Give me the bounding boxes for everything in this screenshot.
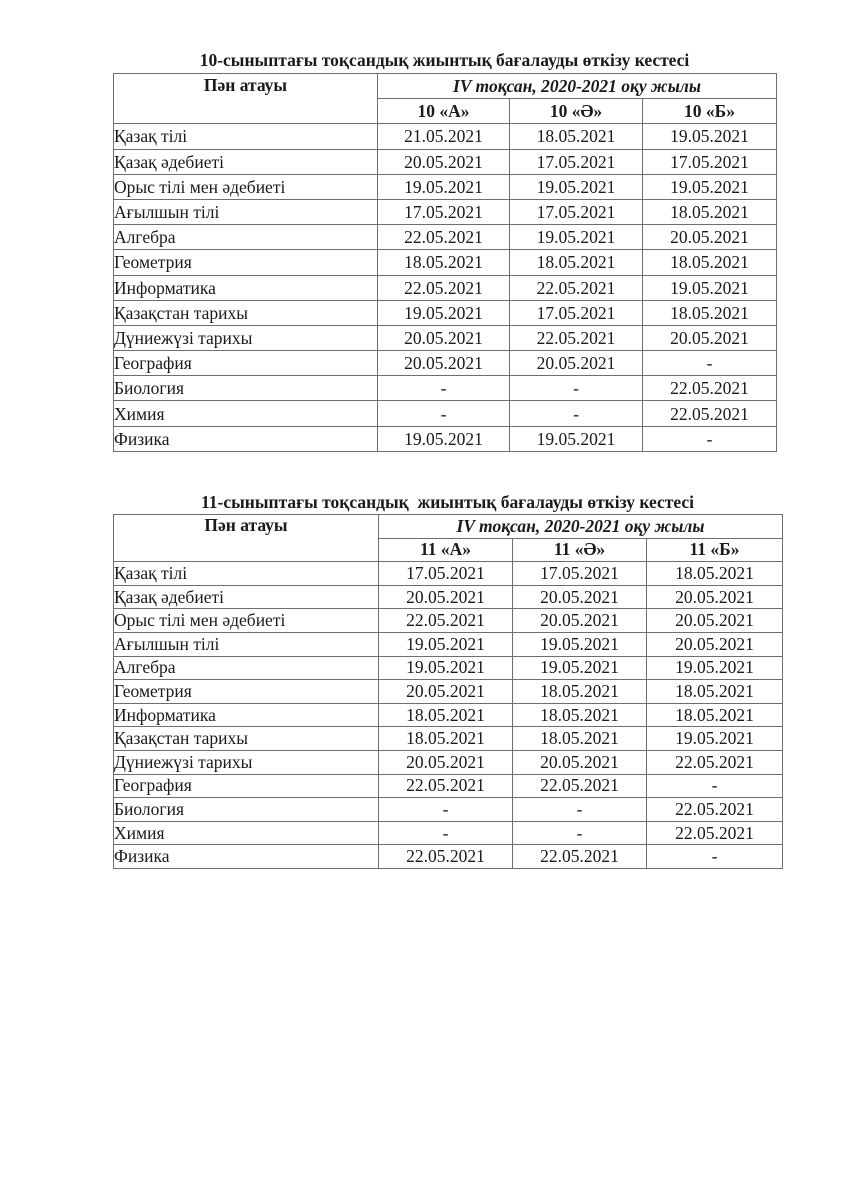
date-cell: 19.05.2021: [647, 727, 783, 751]
date-cell: 18.05.2021: [647, 680, 783, 704]
date-cell: 20.05.2021: [379, 585, 513, 609]
date-cell: -: [510, 401, 643, 426]
date-cell: 19.05.2021: [647, 656, 783, 680]
subject-cell: Информатика: [114, 703, 379, 727]
date-cell: 22.05.2021: [513, 774, 647, 798]
date-cell: 19.05.2021: [378, 174, 510, 199]
table-row: [114, 351, 777, 376]
date-cell: 19.05.2021: [513, 656, 647, 680]
date-cell: 22.05.2021: [510, 275, 643, 300]
class-header-10b: 10 «Б»: [643, 99, 777, 124]
date-cell: 20.05.2021: [379, 680, 513, 704]
date-cell: 20.05.2021: [513, 585, 647, 609]
subject-cell: Орыс тілі мен әдебиеті: [114, 174, 378, 199]
header-row: [114, 74, 777, 99]
subject-cell: Қазақстан тарихы: [114, 300, 378, 325]
date-cell: 22.05.2021: [643, 376, 777, 401]
subject-cell: Алгебра: [114, 225, 378, 250]
date-cell: 22.05.2021: [379, 774, 513, 798]
date-cell: -: [647, 845, 783, 869]
date-cell: 22.05.2021: [379, 609, 513, 633]
date-cell: 19.05.2021: [379, 632, 513, 656]
grade-11-schedule-body: [114, 562, 783, 869]
table-row: [114, 325, 777, 350]
grade-11-schedule-table: [113, 514, 783, 869]
table-row: [114, 750, 783, 774]
class-header-11ae: 11 «Ә»: [513, 538, 647, 562]
grade-10-schedule-title: 10-сыныптағы тоқсандық жиынтық бағалауды өткізу кестесі: [199, 50, 690, 70]
date-cell: 17.05.2021: [378, 199, 510, 224]
grade-11-schedule-title: 11-сыныптағы тоқсандық жиынтық бағалауды өткізу кестесі: [200, 492, 695, 512]
period-column-header: IV тоқсан, 2020-2021 оқу жылы: [378, 74, 777, 99]
class-header-11a: 11 «А»: [379, 538, 513, 562]
subject-cell: Ағылшын тілі: [114, 632, 379, 656]
table-row: [114, 680, 783, 704]
class-header-10ae: 10 «Ә»: [510, 99, 643, 124]
grade-10-schedule-table: [113, 73, 777, 452]
table-row: [114, 124, 777, 149]
date-cell: 18.05.2021: [643, 250, 777, 275]
date-cell: -: [513, 821, 647, 845]
table-row: [114, 149, 777, 174]
date-cell: 19.05.2021: [510, 426, 643, 451]
table-row: [114, 821, 783, 845]
date-cell: -: [647, 774, 783, 798]
subject-column-header: Пән атауы: [114, 74, 378, 124]
subject-cell: Биология: [114, 376, 378, 401]
date-cell: 20.05.2021: [647, 609, 783, 633]
table-row: [114, 632, 783, 656]
date-cell: 19.05.2021: [379, 656, 513, 680]
table-row: [114, 798, 783, 822]
date-cell: 22.05.2021: [647, 821, 783, 845]
date-cell: 20.05.2021: [378, 325, 510, 350]
date-cell: 19.05.2021: [643, 275, 777, 300]
table-row: [114, 727, 783, 751]
date-cell: 18.05.2021: [513, 680, 647, 704]
subject-cell: Дүниежүзі тарихы: [114, 750, 379, 774]
table-row: [114, 174, 777, 199]
grade-10-schedule-body: [114, 124, 777, 451]
date-cell: 22.05.2021: [513, 845, 647, 869]
date-cell: 17.05.2021: [643, 149, 777, 174]
header-row: [114, 515, 783, 539]
subject-cell: Қазақ әдебиеті: [114, 149, 378, 174]
date-cell: 19.05.2021: [643, 174, 777, 199]
table-row: [114, 845, 783, 869]
date-cell: 18.05.2021: [513, 727, 647, 751]
date-cell: 18.05.2021: [647, 562, 783, 586]
subject-cell: Химия: [114, 821, 379, 845]
class-header-11b: 11 «Б»: [647, 538, 783, 562]
date-cell: 20.05.2021: [647, 585, 783, 609]
date-cell: 19.05.2021: [510, 225, 643, 250]
subject-cell: География: [114, 351, 378, 376]
date-cell: 18.05.2021: [379, 703, 513, 727]
date-cell: 17.05.2021: [510, 199, 643, 224]
date-cell: 18.05.2021: [643, 199, 777, 224]
date-cell: -: [378, 401, 510, 426]
date-cell: 20.05.2021: [643, 325, 777, 350]
date-cell: 20.05.2021: [378, 351, 510, 376]
table-row: [114, 774, 783, 798]
table-row: [114, 703, 783, 727]
date-cell: 22.05.2021: [378, 225, 510, 250]
date-cell: 21.05.2021: [378, 124, 510, 149]
date-cell: 20.05.2021: [510, 351, 643, 376]
date-cell: 18.05.2021: [378, 250, 510, 275]
table-row: [114, 426, 777, 451]
subject-cell: Қазақ тілі: [114, 124, 378, 149]
subject-cell: Қазақ тілі: [114, 562, 379, 586]
subject-cell: Физика: [114, 845, 379, 869]
table-row: [114, 376, 777, 401]
date-cell: 19.05.2021: [513, 632, 647, 656]
date-cell: 20.05.2021: [379, 750, 513, 774]
subject-cell: Қазақ әдебиеті: [114, 585, 379, 609]
date-cell: 20.05.2021: [643, 225, 777, 250]
date-cell: 22.05.2021: [647, 750, 783, 774]
date-cell: -: [643, 426, 777, 451]
date-cell: -: [513, 798, 647, 822]
table-row: [114, 585, 783, 609]
table-row: [114, 250, 777, 275]
subject-cell: Алгебра: [114, 656, 379, 680]
period-column-header: IV тоқсан, 2020-2021 оқу жылы: [379, 515, 783, 539]
date-cell: 20.05.2021: [513, 609, 647, 633]
table-row: [114, 562, 783, 586]
table-row: [114, 225, 777, 250]
date-cell: -: [378, 376, 510, 401]
date-cell: 22.05.2021: [643, 401, 777, 426]
subject-cell: Ағылшын тілі: [114, 199, 378, 224]
date-cell: 18.05.2021: [379, 727, 513, 751]
subject-cell: Химия: [114, 401, 378, 426]
table-row: [114, 199, 777, 224]
date-cell: 18.05.2021: [643, 300, 777, 325]
date-cell: 20.05.2021: [513, 750, 647, 774]
date-cell: 17.05.2021: [513, 562, 647, 586]
date-cell: -: [379, 821, 513, 845]
date-cell: 18.05.2021: [513, 703, 647, 727]
date-cell: 18.05.2021: [510, 124, 643, 149]
table-row: [114, 401, 777, 426]
date-cell: 17.05.2021: [379, 562, 513, 586]
table-row: [114, 656, 783, 680]
date-cell: 17.05.2021: [510, 300, 643, 325]
date-cell: 19.05.2021: [643, 124, 777, 149]
subject-cell: Қазақстан тарихы: [114, 727, 379, 751]
table-row: [114, 609, 783, 633]
subject-column-header: Пән атауы: [114, 515, 379, 562]
date-cell: 22.05.2021: [378, 275, 510, 300]
subject-cell: Дүниежүзі тарихы: [114, 325, 378, 350]
date-cell: 20.05.2021: [647, 632, 783, 656]
table-row: [114, 275, 777, 300]
date-cell: 22.05.2021: [510, 325, 643, 350]
subject-cell: Орыс тілі мен әдебиеті: [114, 609, 379, 633]
date-cell: -: [643, 351, 777, 376]
date-cell: 20.05.2021: [378, 149, 510, 174]
date-cell: 22.05.2021: [647, 798, 783, 822]
date-cell: 18.05.2021: [647, 703, 783, 727]
table-row: [114, 300, 777, 325]
subject-cell: Геометрия: [114, 250, 378, 275]
date-cell: 19.05.2021: [378, 426, 510, 451]
date-cell: 19.05.2021: [510, 174, 643, 199]
subject-cell: География: [114, 774, 379, 798]
date-cell: 18.05.2021: [510, 250, 643, 275]
date-cell: 19.05.2021: [378, 300, 510, 325]
date-cell: -: [379, 798, 513, 822]
date-cell: -: [510, 376, 643, 401]
subject-cell: Геометрия: [114, 680, 379, 704]
date-cell: 22.05.2021: [379, 845, 513, 869]
date-cell: 17.05.2021: [510, 149, 643, 174]
subject-cell: Информатика: [114, 275, 378, 300]
class-header-10a: 10 «А»: [378, 99, 510, 124]
subject-cell: Биология: [114, 798, 379, 822]
subject-cell: Физика: [114, 426, 378, 451]
